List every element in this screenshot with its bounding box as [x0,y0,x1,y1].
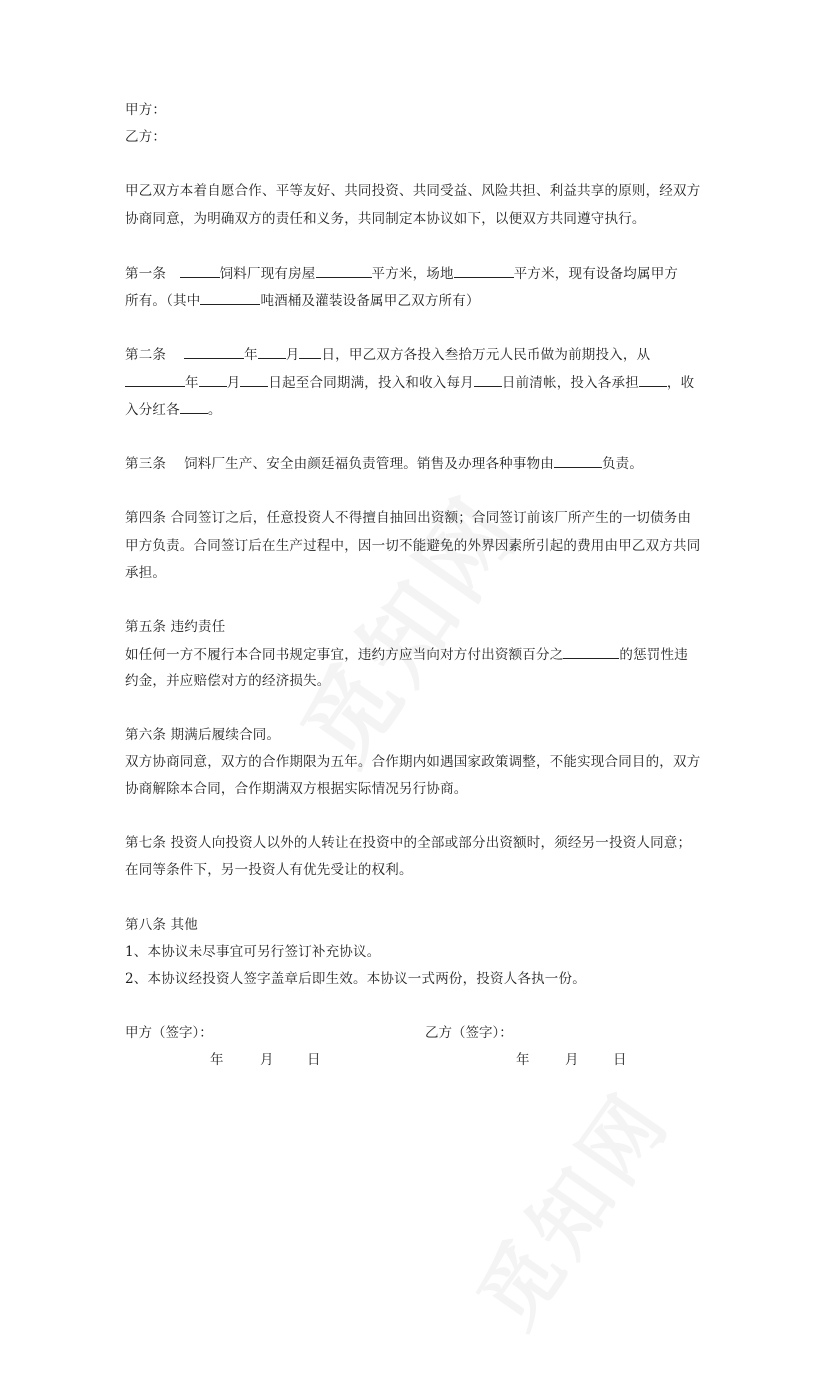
blank-field[interactable] [180,400,208,414]
blank-field[interactable] [184,345,244,359]
watermark [266,366,654,813]
blank-field[interactable] [125,373,185,387]
article-2-text: ，收 [666,375,695,391]
article-5-text: 的惩罚性违 [619,647,688,663]
article-1-text: 平方米，现有设备均属甲方 [513,266,679,282]
party-b-date-day: 日 [613,1052,627,1068]
article-5-heading: 第五条 违约责任 [125,619,226,635]
blank-field[interactable] [200,291,260,305]
watermark-bottom [446,936,830,1383]
blank-field[interactable] [258,345,286,359]
article-5-line-1 [125,645,688,664]
article-8-item-2: 2、本协议经投资人签字盖章后即生效。本协议一式两份，投资人各执一份。 [125,971,586,987]
year-label: 年 [185,375,199,391]
article-8-heading: 第八条 其他 [125,917,198,933]
blank-field[interactable] [299,345,321,359]
article-7-line-2: 在同等条件下，另一投资人有优先受让的权利。 [125,862,413,878]
blank-field[interactable] [199,373,227,387]
article-1-text: 吨酒桶及灌装设备属甲乙双方所有） [260,293,480,309]
party-b-date-year: 年 [516,1052,530,1068]
article-7-line-1: 第七条 投资人向投资人以外的人转让在投资中的全部或部分出资额时，须经另一投资人同意； [125,835,692,851]
blank-field[interactable] [554,454,602,468]
blank-field[interactable] [474,373,502,387]
blank-field[interactable] [454,264,514,278]
party-b-label: 乙方： [125,129,167,145]
month-label: 月 [285,347,300,363]
article-3-heading: 第三条 [125,456,167,472]
article-5-text: 如任何一方不履行本合同书规定事宜，违约方应当向对方付出资额百分之 [125,647,564,663]
month-label: 月 [226,375,241,391]
article-3-line [125,454,643,473]
article-2-text: 日起至合同期满，投入和收入每月 [268,375,474,391]
article-2-text: 入分红各 [125,402,180,418]
article-3-text: 负责。 [601,456,644,472]
article-2-line-2 [125,373,694,392]
article-6-heading: 第六条 期满后履续合同。 [125,727,281,743]
article-2-text: 日前清帐，投入各承担 [501,375,639,391]
article-1-heading: 第一条 [125,266,167,282]
blank-field[interactable] [180,264,220,278]
blank-field[interactable] [316,264,372,278]
party-a-date-day: 日 [307,1052,321,1068]
article-6-line-1: 双方协商同意，双方的合作期限为五年。合作期内如遇国家政策调整，不能实现合同目的，双方 [125,754,701,770]
party-a-date-month: 月 [260,1052,274,1068]
party-a-signature-label: 甲方（签字）： [125,1025,213,1041]
article-1-line-2 [125,291,480,310]
party-a-label: 甲方： [125,102,167,118]
article-4-line-2: 甲方负责。合同签订后在生产过程中，因一切不能避免的外界因素所引起的费用由甲乙双方共同 [125,538,701,554]
party-a-date-year: 年 [210,1052,224,1068]
article-6-line-2: 协商解除本合同，合作期满双方根据实际情况另行协商。 [125,781,468,797]
article-2-text: 日，甲乙双方各投入叁拾万元人民币做为前期投入，从 [321,347,651,363]
article-1-text: 所有。（其中 [125,293,201,309]
intro-line-1: 甲乙双方本着自愿合作、平等友好、共同投资、共同受益、风险共担、利益共享的原则，经双方 [125,183,701,199]
blank-field[interactable] [563,645,619,659]
article-5-line-2: 约金，并应赔偿对方的经济损失。 [125,673,331,689]
blank-field[interactable] [639,373,667,387]
party-b-date-month: 月 [565,1052,579,1068]
article-1-text: 饲料厂现有房屋 [219,266,316,282]
article-2-line-1 [125,345,650,364]
intro-line-2: 协商同意，为明确双方的责任和义务，共同制定本协议如下，以便双方共同遵守执行。 [125,211,646,227]
article-1-text: 平方米，场地 [371,266,454,282]
article-2-text: 。 [207,402,222,418]
blank-field[interactable] [240,373,268,387]
article-4-line-1: 第四条 合同签订之后，任意投资人不得擅自抽回出资额；合同签订前该厂所产生的一切债务由 [125,510,692,526]
year-label: 年 [244,347,258,363]
article-8-item-1: 1、本协议未尽事宜可另行签订补充协议。 [125,944,381,960]
article-4-line-3: 承担。 [125,565,167,581]
article-2-heading: 第二条 [125,347,167,363]
article-1-line-1 [125,264,678,283]
article-3-text: 饲料厂生产、安全由颜廷福负责管理。销售及办理各种事物由 [184,456,554,472]
party-b-signature-label: 乙方（签字）： [425,1025,513,1041]
article-2-line-3 [125,400,222,419]
